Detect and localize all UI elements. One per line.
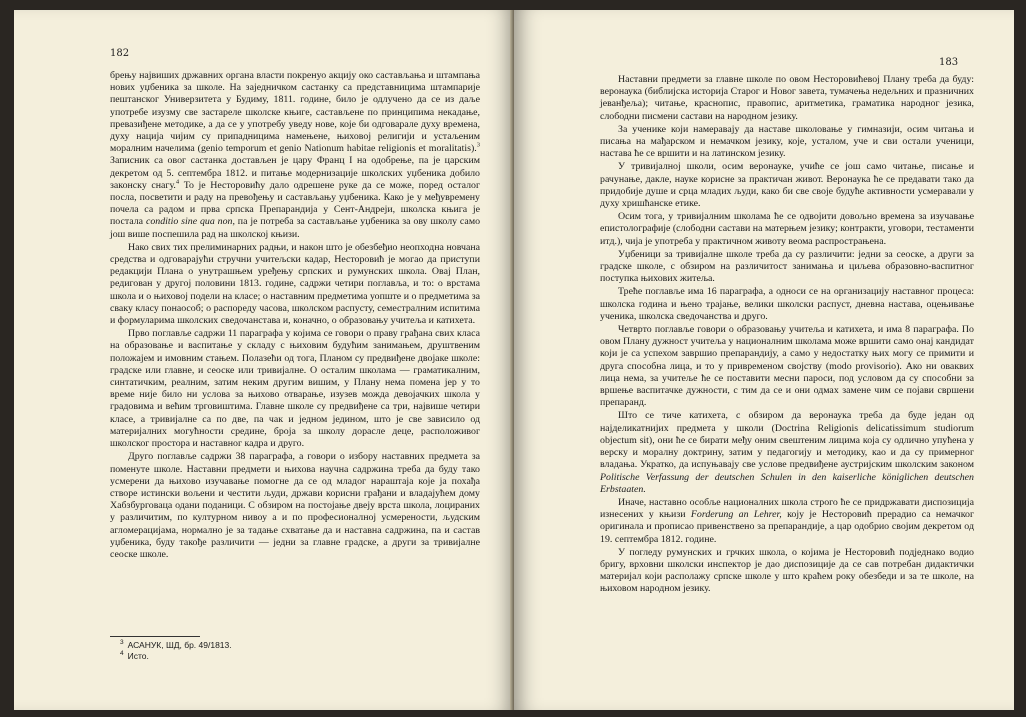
paragraph: брењу највиших државних органа власти покренуо акцију око састављања и штампања нових уџбеника за школе. На заједничком састанку са представницима штампарије пештанског Универзитета у Будиму, 1811. године, било је одлучено да се из даље употребе изузму све застареле школске књиге, састављене по принципима некадање, превазиђене методике, а да се у употребу уведу нове, које би одговарале духу времена, духу нација чијим су припадницима намењене, њиховој религији и устаљеним моралним начелима (genio temporum et genio Nationum habitae religionis et moralitatis).$^3$ Записник са овог састанка достављен је цару Франц I на одобрење, па је царским декретом од 5. септембра 1812. и питање модернизације школских уџбеника добило законску снагу.$^4$ То је Несторовићу дало одрешене руке да се може, поред осталог посла, посветити и раду на превођењу и састављању уџбеника. Како је у међувремену почела са радом и прва српска Препарандија у Сент-Андреји, школска књига је постала conditio sine qua non, па је потреба за састављање уџбеника за ову школу само још више поспешила рад на школској књизи. xyxy=(110,70,481,240)
right-page-text xyxy=(600,74,974,596)
paragraph: У погледу румунских и грчких школа, о којима је Несторовић подједнако водио бригу, врховни школски инспектор је дао диспозиције да се сав потребан дидактички материјал који располажу српске школе у што краћем року обезбеди и за те школе, на њиховом народном језику. xyxy=(600,546,974,595)
page-number-left: 182 xyxy=(110,48,130,59)
paragraph: За ученике који намеравају да наставе школовање у гимназији, осим читања и писања на мађарском и немачком језику, које, усталом, уче и сви остали ученици, настава ће се вршити и на латинском језику. xyxy=(600,123,974,160)
paragraph: Треће поглавље има 16 параграфа, а односи се на организацију наставног процеса: школска година и њено трајање, велики школски распуст, дневна настава, оцењивање ученика, школска сведочанства и друго. xyxy=(600,286,974,322)
paragraph: Наставни предмети за главне школе по овом Несторовићевој Плану треба да буду: веронаука (библијска историја Старог и Новог завета, тумачења недељних и празничних јеванђеља); читање, краснопис, правопис, аритметика, граматика народног језика, слободни писмени састави на народном језику. xyxy=(600,74,974,122)
paragraph: Осим тога, у тривијалним школама ће се одвојити довољно времена за изучавање епистолографије (слободни састави на матерњем језику; контракти, уговори, тестаменти итд.), чија је употреба у практичном животу веома распрострањена. xyxy=(600,211,974,247)
footnote: $^4$ Исто. xyxy=(120,650,149,661)
paragraph: Иначе, наставно особље националних школа строго ће се придржавати диспозиција изнесених у књизи Forderung an Lehrer, коју је Несторовић прерадио са немачког оригинала и прописао привенствено за препарандије, а цар одобрио својим декретом од 19. септембра 1812. године. xyxy=(600,496,975,545)
paragraph: Прво поглавље садржи 11 параграфа у којима се говори о праву грађана свих класа на образовање и васпитање у складу с њиховим будућим занимањем, друштвеним положајем и имовним стањем. Полазећи од тога, Планом су предвиђене двојаке школе: градске или главне, и сеоске или тривијалне. О осталим школама — граматикалним, синтатичким, реалним, затим неким другим вишим, у Плану нема помена јер у то време није било ни услова за њихово отварање, изузев можда девојачких школа у градовима и већим трговиштима. Главне школе су предвиђене са три, највише четири класе, а тривијалне са по две, па чак и једном једином, што је све зависило од материјалних могућности средине, броја за школу дорасле деце, расположивог школског простора и наставног кадра и друго. xyxy=(110,328,480,450)
footnote: $^3$ АСАНУК, ШД, бр. 49/1813. xyxy=(120,639,232,650)
paragraph: Уџбеници за тривијалне школе треба да су различити: једни за сеоске, а други за градске школе, с обзиром на различитост занимања и циљева образовно-васпитног поступка њихових житеља. xyxy=(600,248,974,285)
footnote-marker: 3 xyxy=(476,141,480,149)
right-page xyxy=(514,10,1014,710)
footnote-marker: 4 xyxy=(175,178,180,186)
left-page-text xyxy=(110,70,480,561)
footnotes xyxy=(110,640,480,662)
left-page xyxy=(14,10,514,710)
paragraph: Нако свих тих прелиминарних радњи, и након што је обезбеђио неопходна новчана средства и одговарајући стручни учитељски кадар, Несторовић је могао да приступи редакцији Плана о унутрашњем уређењу српских и румунских школа. Овај План, редигован у другој половини 1813. године, садржи четири поглавља, и то: о врстама школа и о њиховој подели на класе; о наставним предметима уопште и о предметима за сваку класу понаособ; о распореду часова, школском распусту, семестралним испитима и формуларима школских сведочанстава и, коначно, о образовању учитеља и катихета. xyxy=(110,241,480,327)
paragraph: Што се тиче катихета, с обзиром да веронаука треба да буде један од најделикатнијих предмета у школи (Doctrina Religionis delicatissimum studiorum objectum sit), они ће се бирати међу оним свештеним лицима која су одлично упућена у верску и моралну доктрину, затим у педагогију и методику, као и да су примерног владања. Укратко, да испуњавају све услове предвиђене аустријским школским законом Politische Verfassung der deutschen Schulen in den kaiserliche königlichen deutschen Erbstaaten. xyxy=(600,410,974,495)
paragraph: У тривијалној школи, осим веронауке, учиће се још само читање, писање и рачунање, дакле, науке корисне за практичан живот. Веронаука ће се предавати тако да придобије душе и срца младих људи, како би све своје будуће активности усмеравали у духу хришћанске етике. xyxy=(600,161,974,210)
footnote-divider xyxy=(110,636,200,637)
page-number-right: 183 xyxy=(939,57,959,68)
paragraph: Четврто поглавље говори о образовању учитеља и катихета, и има 8 параграфа. По овом Плану дужност учитеља у националним школама може вршити само онај кандидат који је са успехом завршио препарандију, а само у недостатку њих могу се примити и друга способна лица, и то у привременом својству (modo provisorio). Ако ни оваквих лица нема, за учитеље ће се поставити месни пароси, под условом да су способни за вршење васпитачке дужности, с тим да се и они одмах замене чим се појави свршени препаранд. xyxy=(600,324,974,409)
paragraph: Друго поглавље садржи 38 параграфа, а говори о избору наставних предмета за поменуте школе. Наставни предмети и њихова научна садржина треба да буду тако усмерени да њихово изучавање помогне да се од младог нараштаја које ја похађа створе истински вољени и честити људи, држави корисни грађани и владајућем дому Хабзбурговаца одани поданици. С обзиром на постојање двеју врста школа, лоцираних у различитим, по културном нивоу а и по професионалној усмерености, људским агломерацијама, нормално је за тадање схватање да и наставна садржина, па и састав уџбеника, буду такође различити — једни за главне градске, а други за тривијалне сеоске школе. xyxy=(110,451,480,560)
